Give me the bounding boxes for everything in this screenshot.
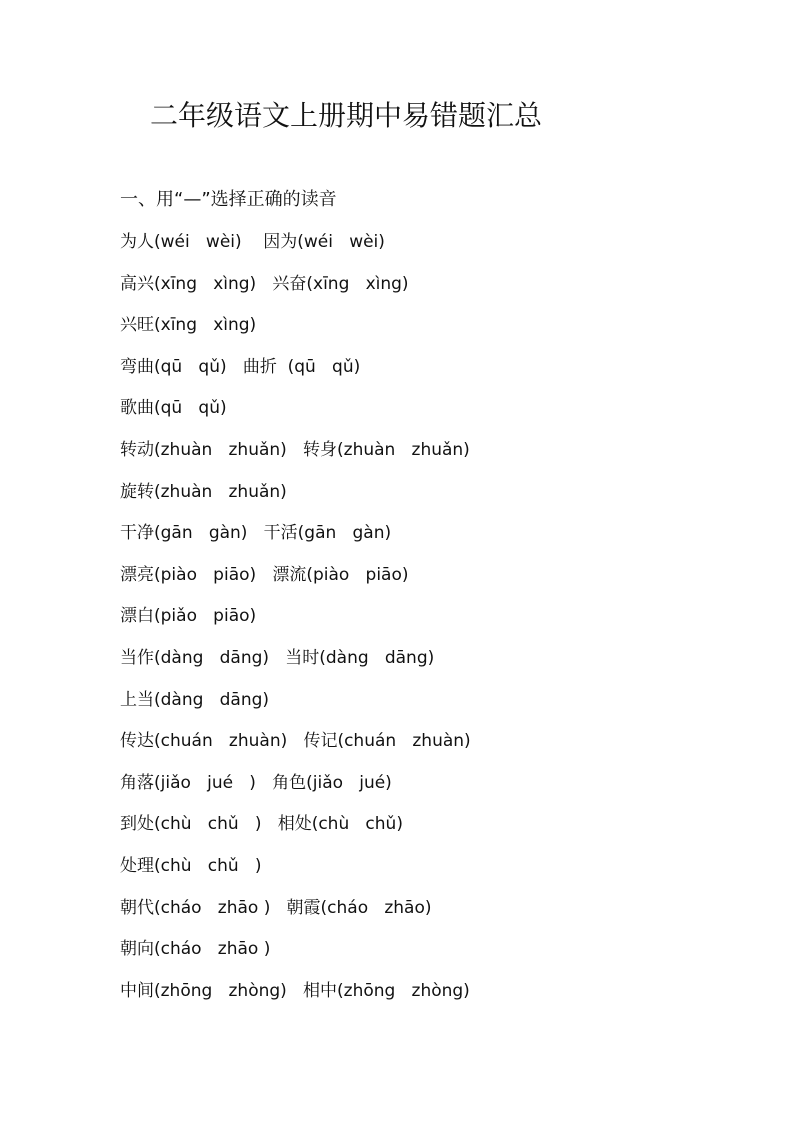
list-item: 朝向(cháo zhāo ) (120, 939, 271, 960)
list-item: 中间(zhōng zhòng) 相中(zhōng zhòng) (120, 980, 470, 1001)
pronunciation-list (120, 227, 471, 1017)
list-item: 高兴(xīng xìng) 兴奋(xīng xìng) (120, 273, 409, 294)
list-item: 当作(dàng dāng) 当时(dàng dāng) (120, 647, 435, 668)
list-item: 转动(zhuàn zhuǎn) 转身(zhuàn zhuǎn) (120, 439, 470, 460)
list-item: 朝代(cháo zhāo ) 朝霞(cháo zhāo) (120, 897, 432, 918)
list-item: 弯曲(qū qǔ) 曲折 (qū qǔ) (120, 356, 361, 377)
list-item: 干净(gān gàn) 干活(gān gàn) (120, 523, 392, 544)
list-item: 兴旺(xīng xìng) (120, 315, 257, 336)
list-item: 处理(chù chǔ ) (120, 855, 262, 876)
page-title: 二年级语文上册期中易错题汇总 (150, 99, 543, 132)
list-item: 旋转(zhuàn zhuǎn) (120, 481, 287, 502)
list-item: 漂亮(piào piāo) 漂流(piào piāo) (120, 564, 409, 585)
list-item: 角落(jiǎo jué ) 角色(jiǎo jué) (120, 772, 392, 793)
section-heading: 一、用“—”选择正确的读音 (120, 189, 337, 210)
list-item: 传达(chuán zhuàn) 传记(chuán zhuàn) (120, 731, 471, 752)
list-item: 为人(wéi wèi) 因为(wéi wèi) (120, 232, 385, 252)
list-item: 到处(chù chǔ ) 相处(chù chǔ) (120, 814, 403, 835)
list-item: 漂白(piǎo piāo) (120, 606, 257, 627)
list-item: 上当(dàng dāng) (120, 689, 270, 710)
list-item: 歌曲(qū qǔ) (120, 398, 227, 419)
